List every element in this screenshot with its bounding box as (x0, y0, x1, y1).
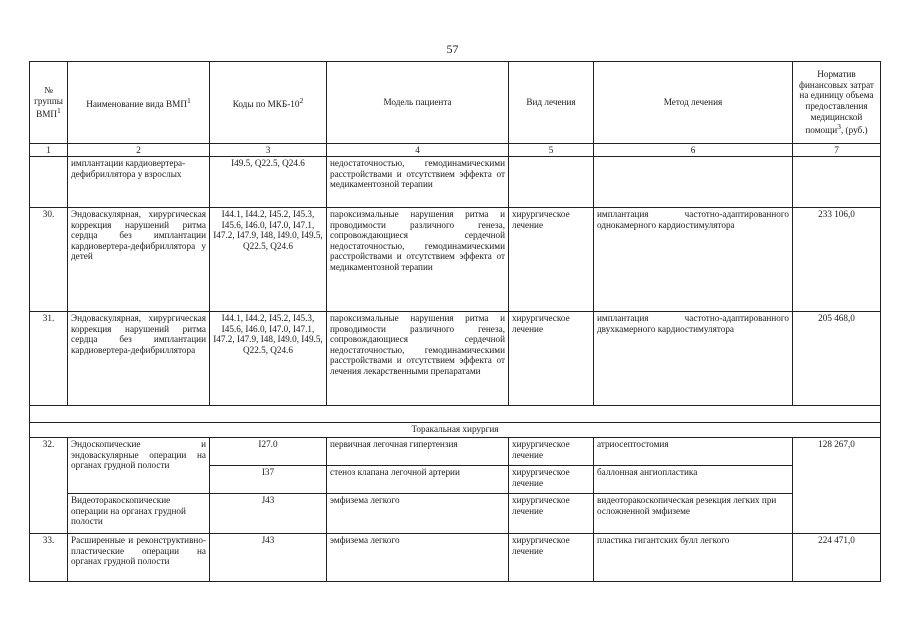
name-cell: Эндоваскулярная, хирургическая коррекция нарушений ритма сердца без имплантации кардиовертера-дефибриллятора (68, 312, 210, 406)
method-cell: имплантация частотно-адаптированного однокамерного кардиостимулятора (594, 208, 793, 312)
header-group: № группы ВМП$^1$ (30, 62, 68, 144)
group-cell: 33. (30, 534, 68, 582)
header-model: Модель пациента (327, 62, 509, 144)
table-row (30, 157, 881, 208)
method-cell: атриосептостомия (594, 438, 793, 466)
method-cell: имплантация частотно-адаптированного двухкамерного кардиостимулятора (594, 312, 793, 406)
column-number: 2 (68, 144, 210, 157)
group-cell: 31. (30, 312, 68, 406)
table-row (30, 494, 881, 534)
model-cell: пароксизмальные нарушения ритма и проводимости различного генеза, сопровождающиеся сердечной недостаточностью, гемодинамическими расстройствами и отсутствием эффекта от медикаментозной терапии (327, 208, 509, 312)
page-number: 57 (446, 42, 459, 56)
norm-cell: 128 267,0 (793, 438, 881, 534)
norm-cell (793, 157, 881, 208)
table-row (30, 312, 881, 406)
blank-row (30, 406, 881, 423)
column-number-row (30, 144, 881, 157)
table-row (30, 438, 881, 466)
treatment-cell: хирургическое лечение (509, 438, 594, 466)
codes-cell: I44.1, I44.2, I45.2, I45.3, I45.6, I46.0, I47.0, I47.1, I47.2, I47.9, I48, I49.0, I49.5, Q22.5, Q24.6 (210, 312, 327, 406)
name-cell: Видеоторакоскопические операции на органах грудной полости (68, 494, 210, 534)
vmp-table (29, 61, 881, 582)
codes-cell: I49.5, Q22.5, Q24.6 (210, 157, 327, 208)
model-cell: недостаточностью, гемодинамическими расстройствами и отсутствием эффекта от медикаментозной терапии (327, 157, 509, 208)
codes-cell: J43 (210, 534, 327, 582)
model-cell: стеноз клапана легочной артерии (327, 466, 509, 494)
section-title: Торакальная хирургия (30, 423, 881, 438)
column-number: 3 (210, 144, 327, 157)
model-cell: эмфизема легкого (327, 534, 509, 582)
codes-cell: J43 (210, 494, 327, 534)
table-row (30, 208, 881, 312)
method-cell: пластика гигантских булл легкого (594, 534, 793, 582)
treatment-cell: хирургическое лечение (509, 494, 594, 534)
name-cell: имплантации кардиовертера-дефибриллятора у взрослых (68, 157, 210, 208)
codes-cell: I44.1, I44.2, I45.2, I45.3, I45.6, I46.0, I47.0, I47.1, I47.2, I47.9, I48, I49.0, I49.5, Q22.5, Q24.6 (210, 208, 327, 312)
column-number: 5 (509, 144, 594, 157)
name-cell: Эндоваскулярная, хирургическая коррекция нарушений ритма сердца без имплантации кардиовертера-дефибриллятора у детей (68, 208, 210, 312)
column-number: 1 (30, 144, 68, 157)
method-cell: баллонная ангиопластика (594, 466, 793, 494)
treatment-cell (509, 157, 594, 208)
header-norm: Норматив финансовых затрат на единицу объема предоставления медицинской помощи$^3$, (руб.) (793, 62, 881, 144)
group-cell: 30. (30, 208, 68, 312)
column-number: 7 (793, 144, 881, 157)
group-cell (30, 157, 68, 208)
header-treatment: Вид лечения (509, 62, 594, 144)
norm-cell: 205 468,0 (793, 312, 881, 406)
group-cell: 32. (30, 438, 68, 534)
treatment-cell: хирургическое лечение (509, 208, 594, 312)
model-cell: эмфизема легкого (327, 494, 509, 534)
norm-cell: 224 471,0 (793, 534, 881, 582)
treatment-cell: хирургическое лечение (509, 466, 594, 494)
column-number: 6 (594, 144, 793, 157)
header-row (30, 62, 881, 144)
header-method: Метод лечения (594, 62, 793, 144)
table-row (30, 534, 881, 582)
method-cell (594, 157, 793, 208)
norm-cell: 233 106,0 (793, 208, 881, 312)
codes-cell: I27.0 (210, 438, 327, 466)
model-cell: первичная легочная гипертензия (327, 438, 509, 466)
model-cell: пароксизмальные нарушения ритма и проводимости различного генеза, сопровождающиеся сердечной недостаточностью, гемодинамическими расстройствами и отсутствием эффекта от лечения лекарственными препаратами (327, 312, 509, 406)
name-cell: Эндоскопические и эндоваскулярные операции на органах грудной полости (68, 438, 210, 494)
header-codes: Коды по МКБ-$10^2$ (210, 62, 327, 144)
codes-cell: I37 (210, 466, 327, 494)
section-row (30, 423, 881, 438)
treatment-cell: хирургическое лечение (509, 312, 594, 406)
method-cell: видеоторакоскопическая резекция легких при осложненной эмфиземе (594, 494, 793, 534)
column-number: 4 (327, 144, 509, 157)
name-cell: Расширенные и реконструктивно-пластические операции на органах грудной полости (68, 534, 210, 582)
header-name: Наименование вида ВМП$^1$ (68, 62, 210, 144)
treatment-cell: хирургическое лечение (509, 534, 594, 582)
